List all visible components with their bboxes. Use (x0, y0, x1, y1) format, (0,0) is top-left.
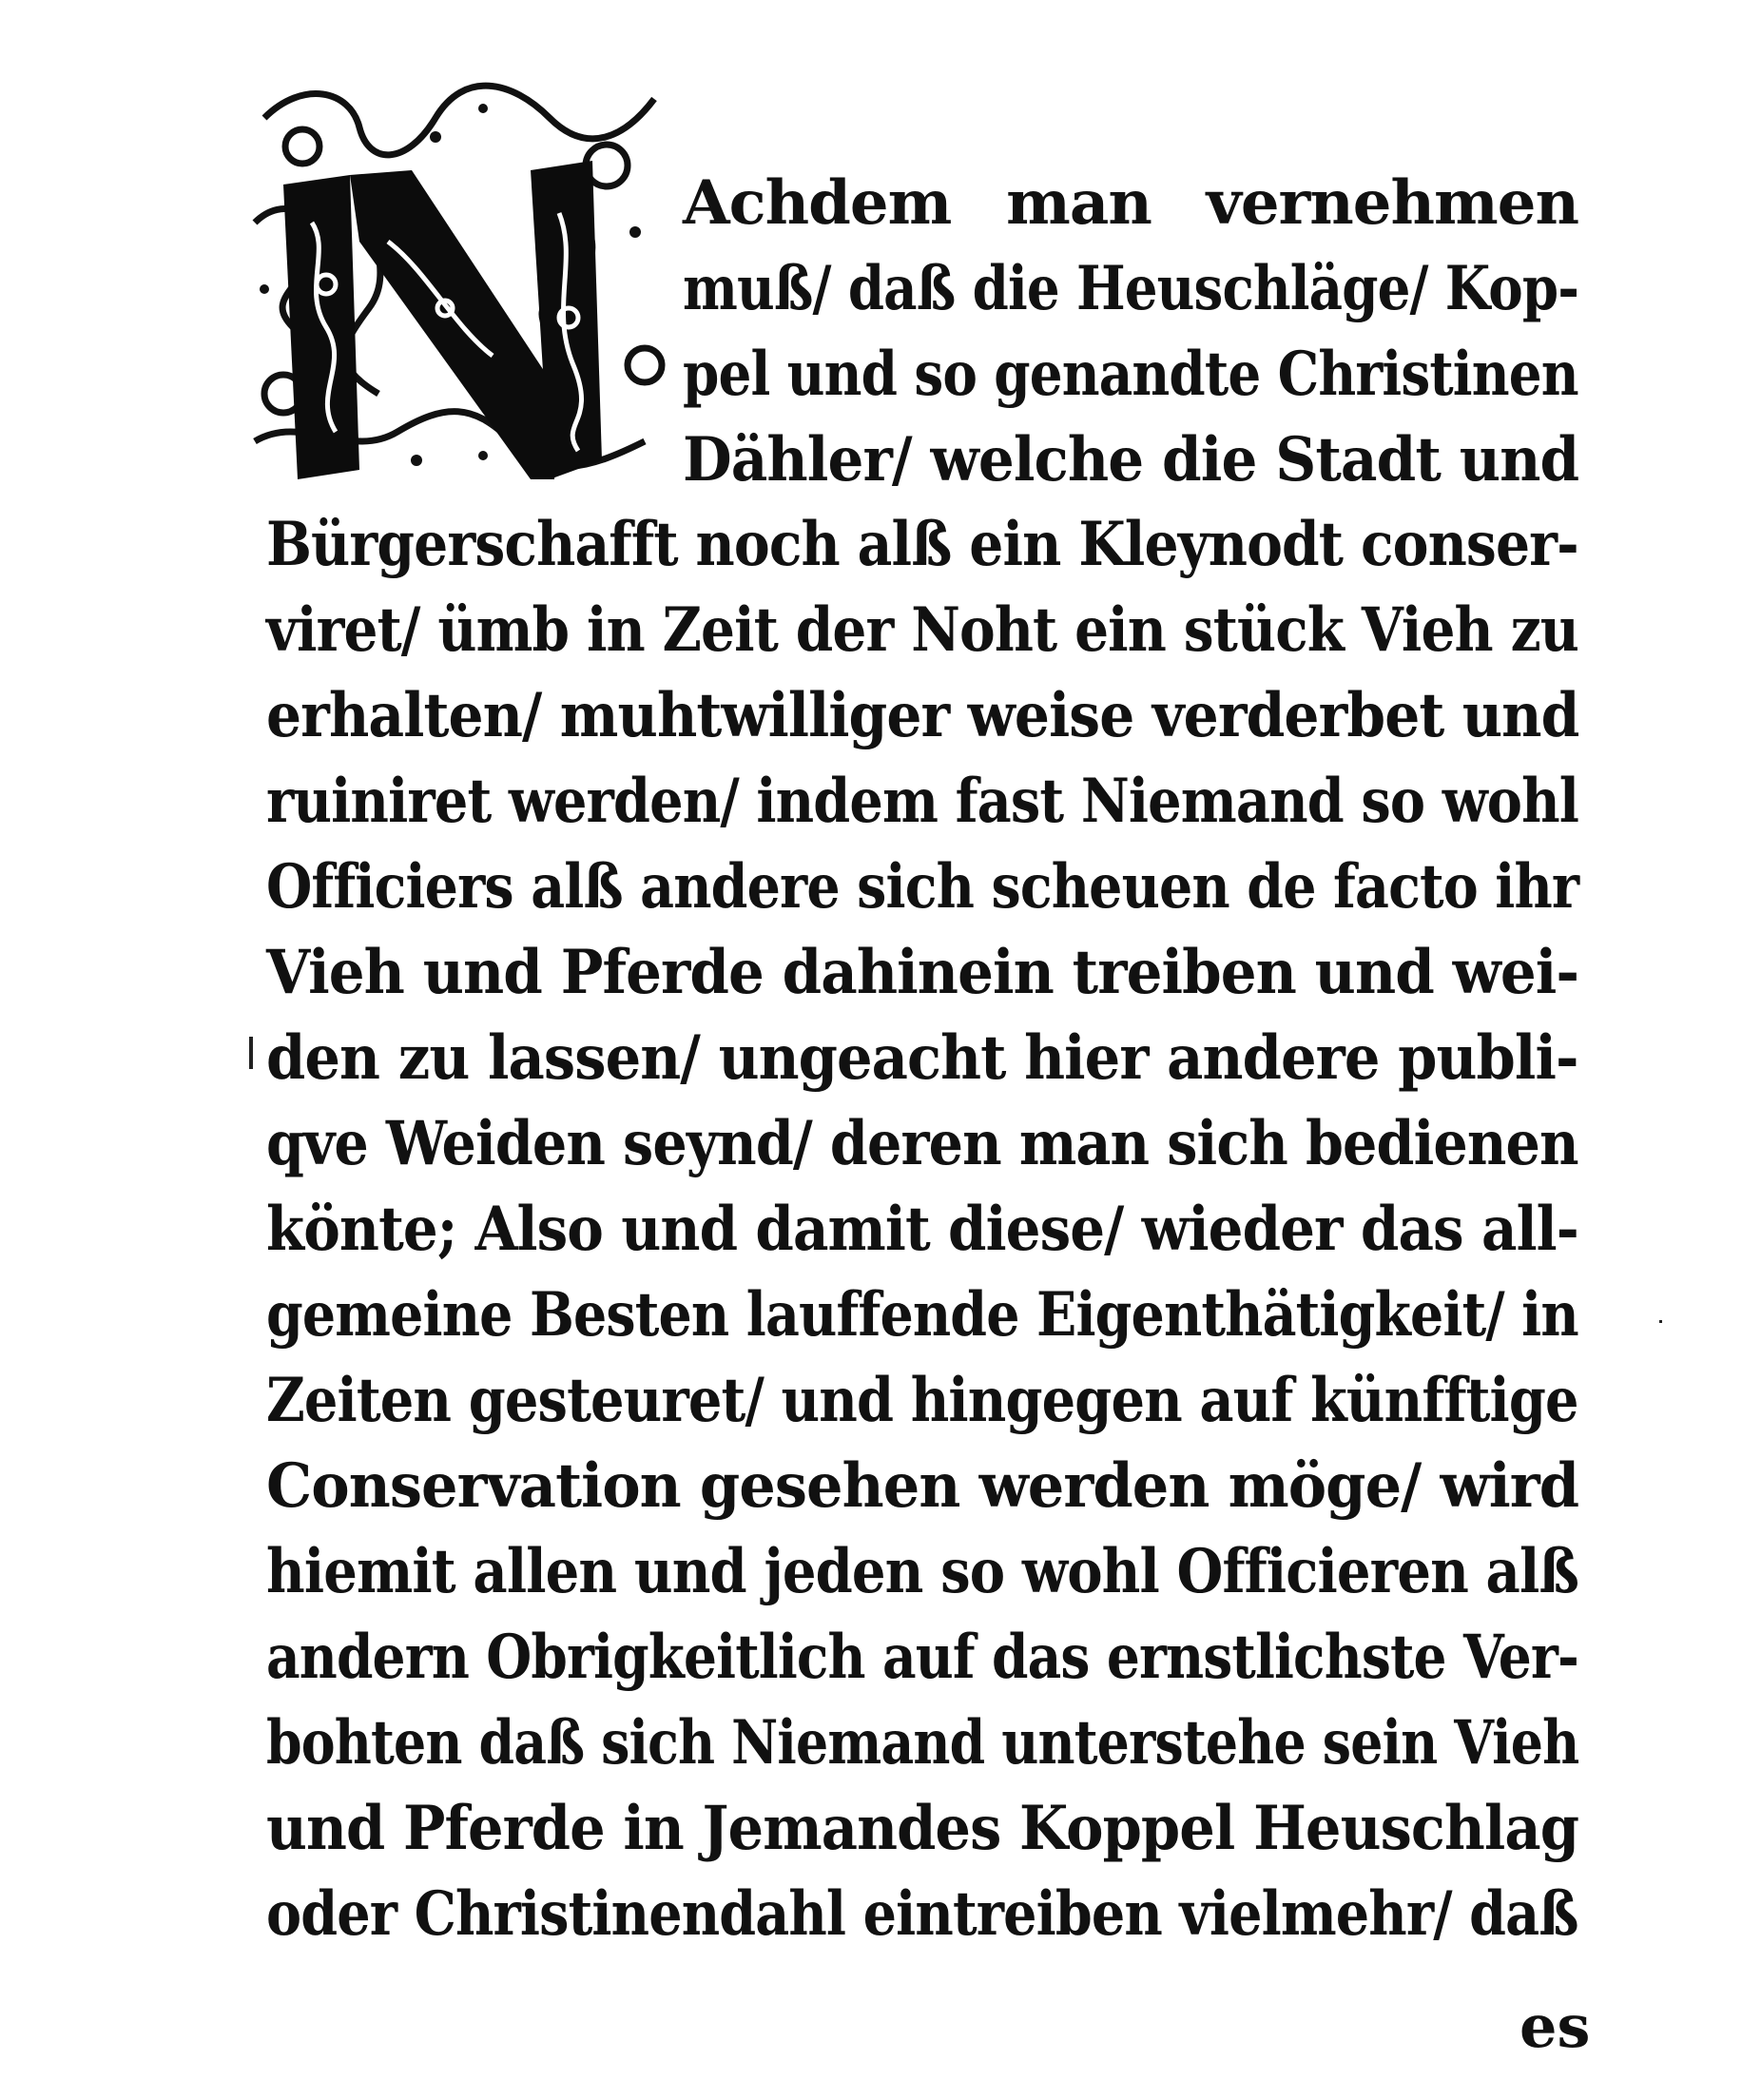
text-line-8: ruiniret werden/ indem fast Niemand so wohl (266, 766, 1579, 837)
text-line-12: qve Weiden seynd/ deren man sich bedienen (266, 1108, 1578, 1179)
text-line-9: Officiers alß andere sich scheuen de facto ihr (266, 851, 1579, 923)
text-line-16: Conservation gesehen werden möge/ wird (266, 1450, 1579, 1522)
text-line-21: oder Christinendahl eintreiben vielmehr/ daß (266, 1878, 1578, 1950)
text-line-11: den zu lassen/ ungeacht hier andere publi- (266, 1022, 1578, 1094)
text-line-14: gemeine Besten lauffende Eigenthätigkeit/ in (266, 1279, 1578, 1351)
text-line-6: viret/ ümb in Zeit der Noht ein stück Vieh zu (266, 594, 1579, 666)
text-line-4: Dähler/ welche die Stadt und (683, 424, 1579, 496)
text-line-13: könte; Also und damit diese/ wieder das all- (266, 1194, 1578, 1265)
decorated-initial-n (245, 80, 678, 491)
text-line-1: Achdem man vernehmen (683, 167, 1578, 239)
text-line-10: Vieh und Pferde dahinein treiben und wei- (266, 937, 1579, 1008)
text-line-20: und Pferde in Jemandes Koppel Heuschlag (266, 1793, 1579, 1864)
text-line-5: Bürgerschafft noch alß ein Kleynodt conser- (266, 509, 1578, 580)
catchword: es (1519, 1992, 1591, 2061)
margin-speck (249, 1037, 253, 1069)
text-line-15: Zeiten gesteuret/ und hingegen auf künfftige (266, 1365, 1578, 1436)
text-line-7: erhalten/ muhtwilliger weise verderbet und (266, 680, 1579, 751)
text-line-19: bohten daß sich Niemand unterstehe sein Vieh (266, 1707, 1579, 1779)
text-line-2: muß/ daß die Heuschläge/ Kop- (683, 253, 1579, 324)
text-line-18: andern Obrigkeitlich auf das ernstlichste Ver- (266, 1622, 1579, 1693)
text-line-3: pel und so genandte Christinen (683, 339, 1578, 410)
text-line-17: hiemit allen und jeden so wohl Officieren alß (266, 1536, 1579, 1607)
margin-speck (1659, 1320, 1662, 1323)
